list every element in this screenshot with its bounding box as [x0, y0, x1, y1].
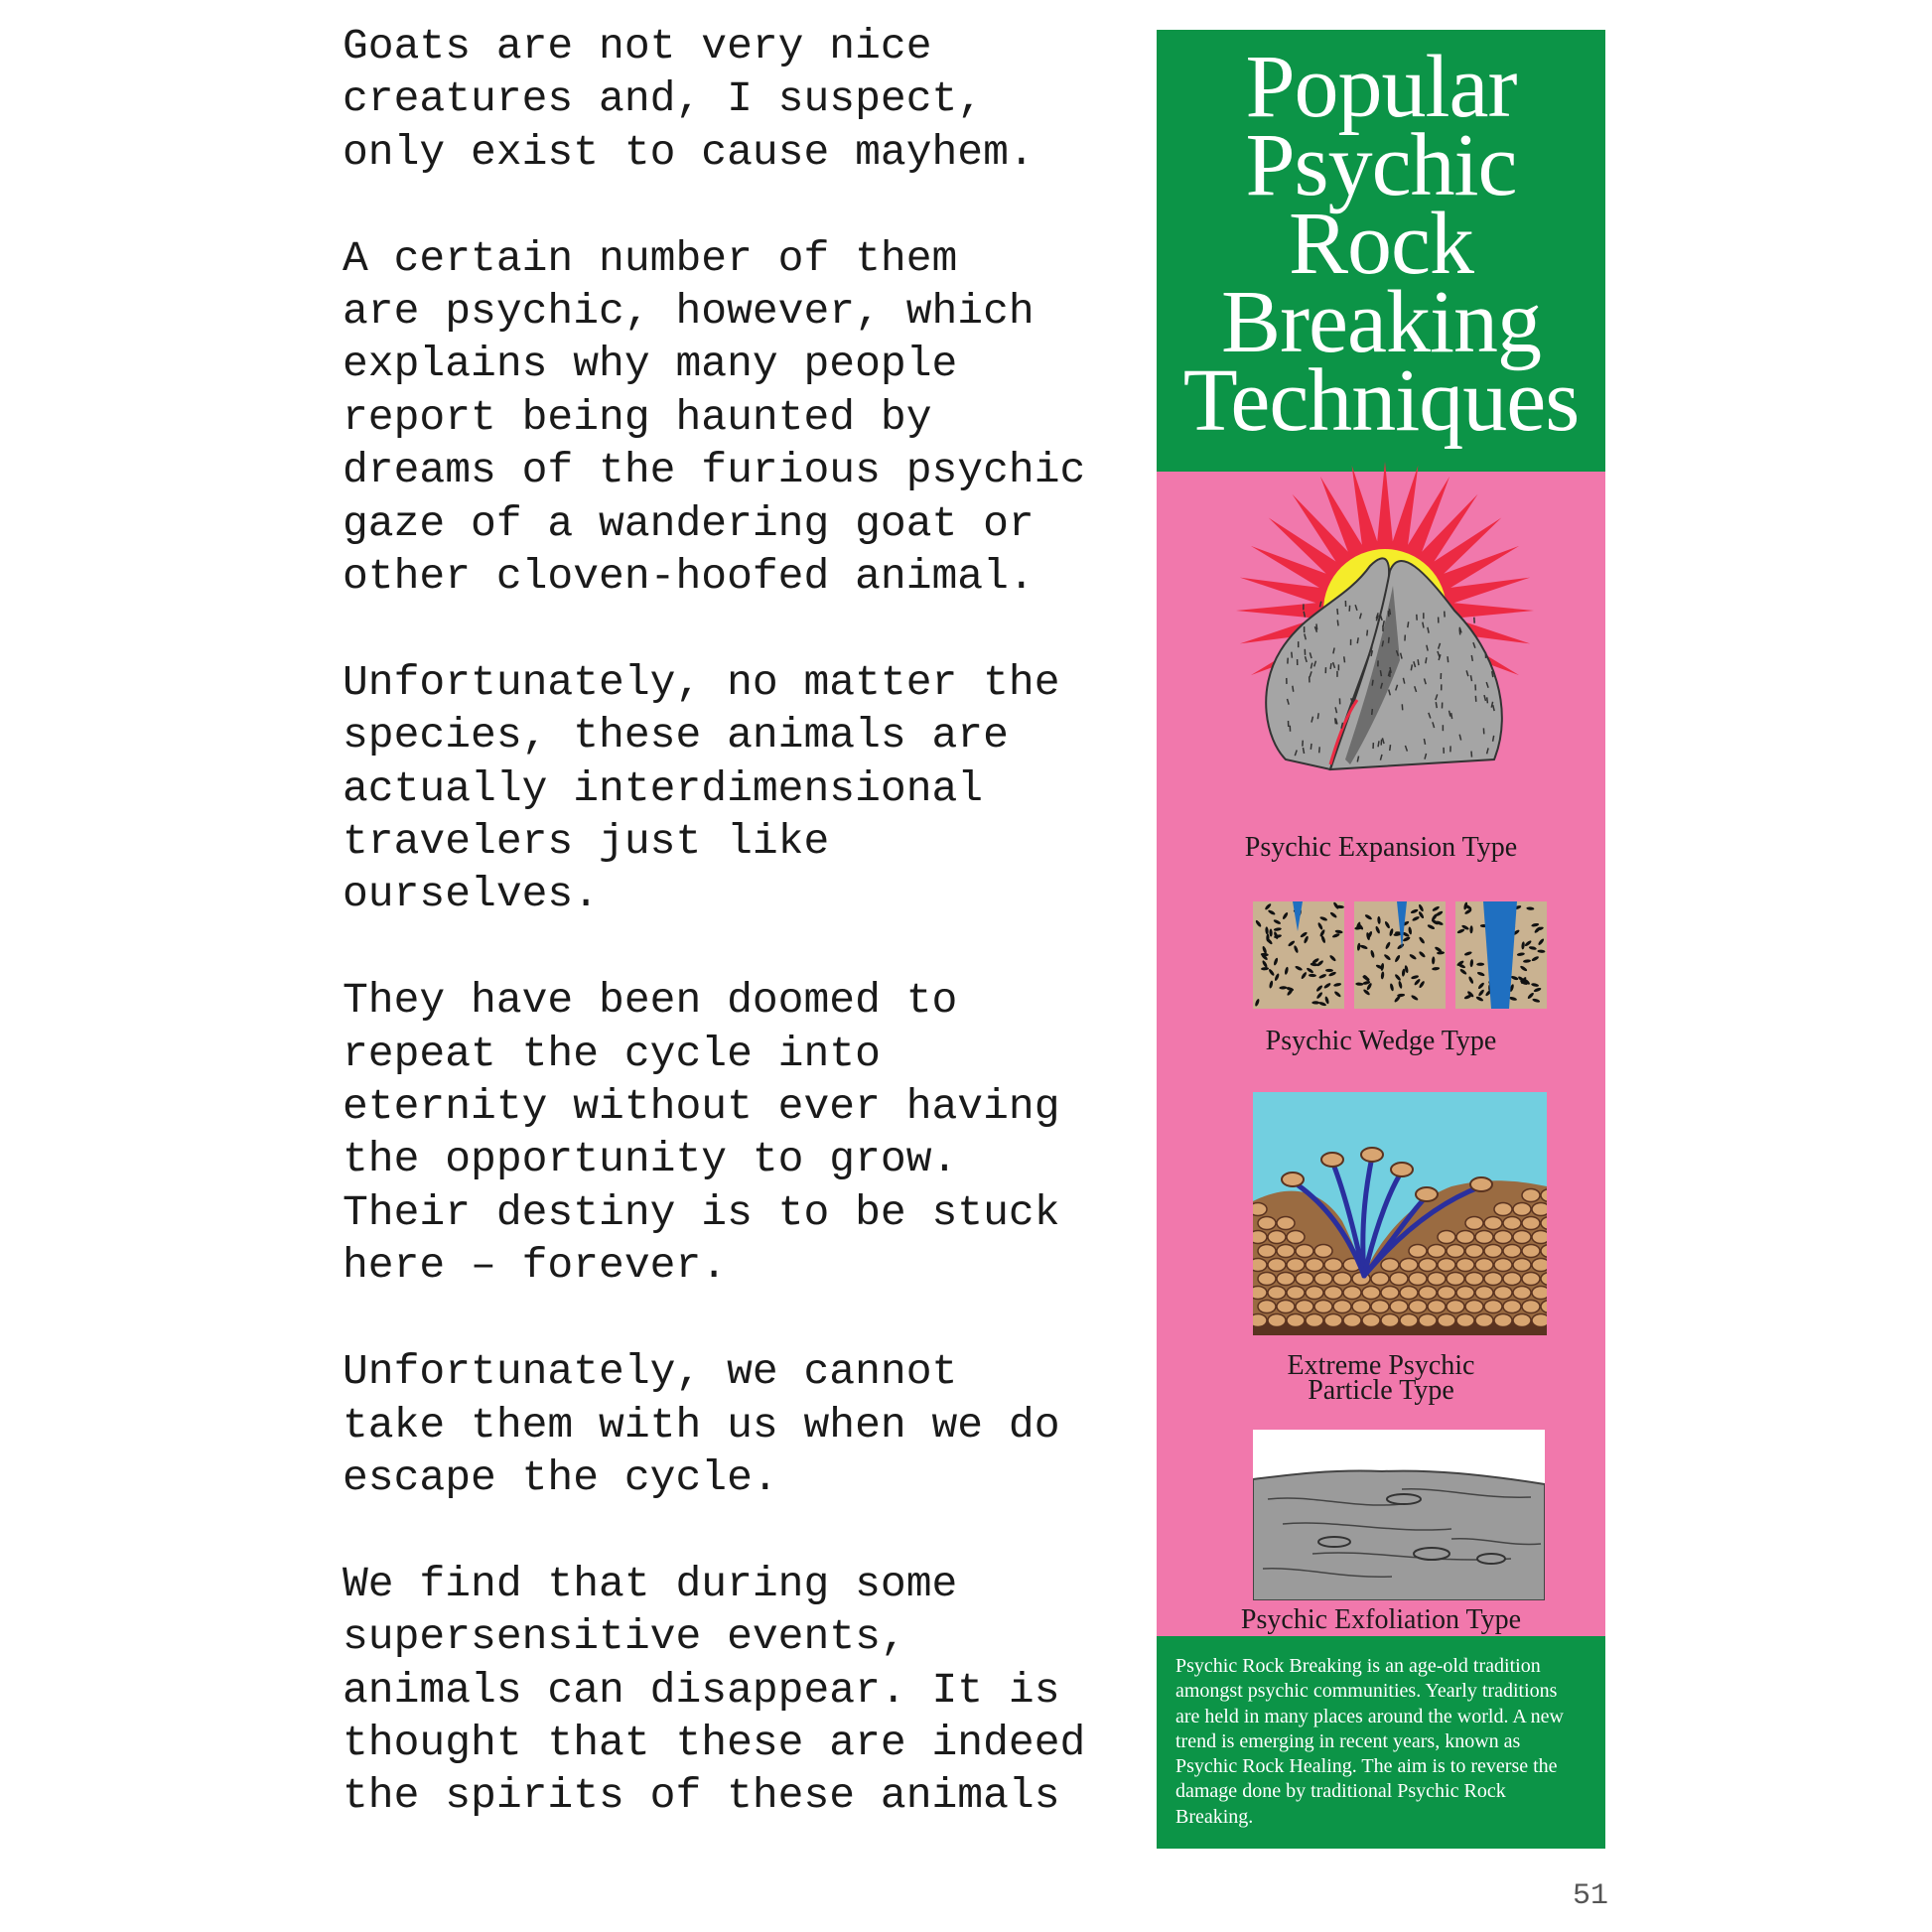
- paragraph-3: Unfortunately, no matter the species, these animals are actually interdimensional travelers just like ourselves.: [343, 657, 1060, 919]
- caption-expansion: Psychic Expansion Type: [1244, 832, 1518, 863]
- sidebar: [1157, 30, 1605, 1849]
- psychic-expansion-illustration: [1226, 462, 1554, 789]
- sidebar-title: Popular Psychic Rock Breaking Techniques: [1182, 38, 1580, 450]
- page-number: 51: [1572, 1879, 1608, 1913]
- paragraph-5: Unfortunately, we cannot take them with us when we do escape the cycle.: [343, 1347, 1060, 1502]
- sidebar-illustrations: [1157, 472, 1605, 1636]
- extreme-psychic-particle-illustration: [1253, 1092, 1547, 1335]
- sidebar-footer-text: Psychic Rock Breaking is an age-old tradition amongst psychic communities. Yearly traditions are held in many places around the world. A new trend is emerging in recent years, known as Psychic Rock Healing. The aim is to reverse the damage done by traditional Psychic Rock Breaking.: [1175, 1655, 1564, 1828]
- paragraph-6: We find that during some supersensitive events, animals can disappear. It is thought that these are indeed the spirits of these animals: [343, 1559, 1086, 1821]
- caption-particle: Extreme Psychic Particle Type: [1287, 1350, 1475, 1406]
- body-text: [343, 20, 1127, 1875]
- sidebar-title-block: [1157, 30, 1605, 472]
- sidebar-footer: [1157, 1636, 1605, 1849]
- psychic-wedge-illustration: [1253, 901, 1547, 1009]
- paragraph-4: They have been doomed to repeat the cycle into eternity without ever having the opportunity to grow. Their destiny is to be stuck here – forever.: [343, 976, 1060, 1291]
- paragraph-1: Goats are not very nice creatures and, I suspect, only exist to cause mayhem.: [343, 22, 1035, 177]
- caption-exfoliation: Psychic Exfoliation Type: [1240, 1604, 1522, 1635]
- paragraph-2: A certain number of them are psychic, however, which explains why many people report being haunted by dreams of the furious psychic gaze of a wandering goat or other cloven-hoofed animal.: [343, 233, 1086, 602]
- caption-wedge: Psychic Wedge Type: [1265, 1026, 1497, 1056]
- psychic-exfoliation-illustration: [1253, 1430, 1545, 1600]
